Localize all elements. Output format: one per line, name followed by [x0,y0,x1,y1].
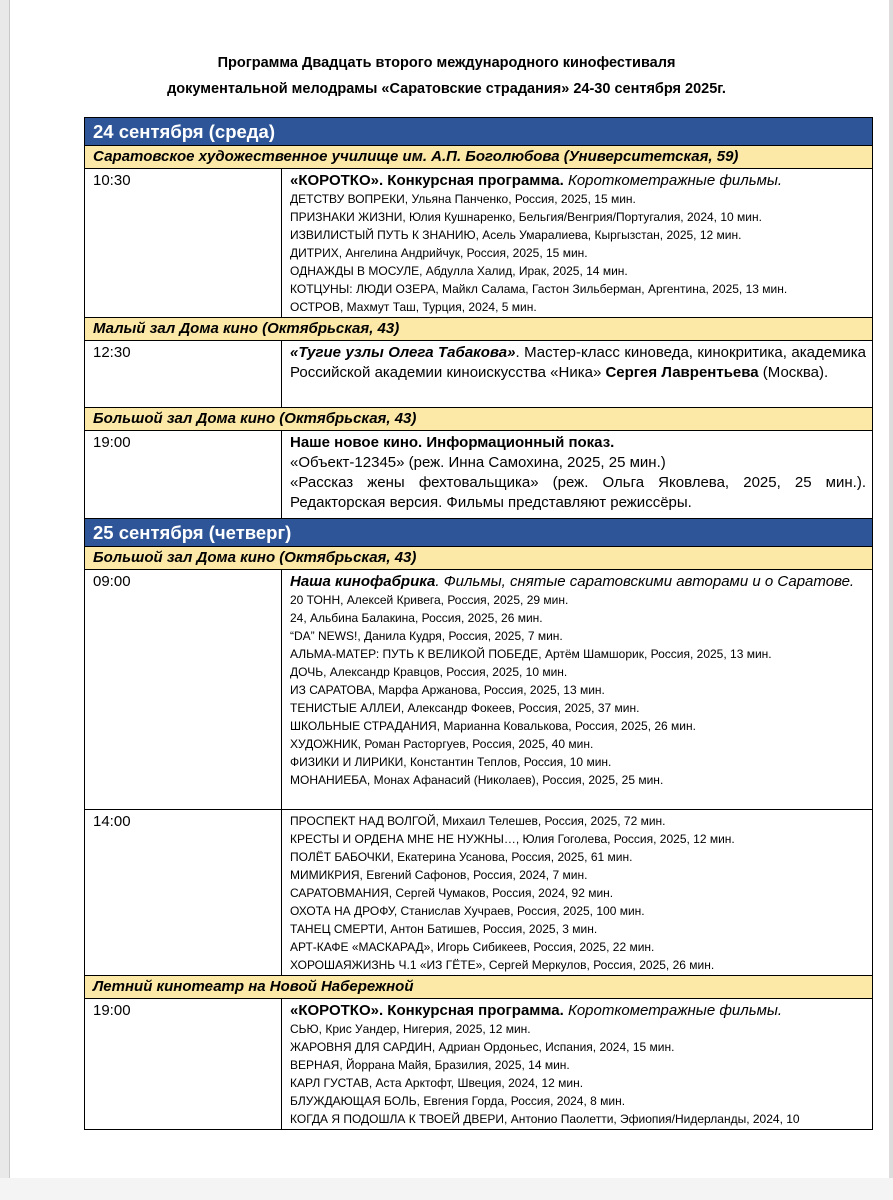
film-item: 20 ТОНН, Алексей Кривега, Россия, 2025, 29 мин. [290,593,569,607]
schedule-table [84,117,873,1130]
event-title-bold-italic: «Тугие узлы Олега Табакова» [290,344,516,361]
film-item: КОГДА Я ПОДОШЛА К ТВОЕЙ ДВЕРИ, Антонио Паолетти, Эфиопия/Нидерланды, 2024, 10 [290,1112,800,1126]
event-title [290,433,866,453]
film-item: СЬЮ, Крис Уандер, Нигерия, 2025, 12 мин. [290,1022,531,1036]
day-header-24-sep: 24 сентября (среда) [85,118,872,146]
event-content [282,431,872,518]
event-row [85,810,872,976]
film-item: ХОРОШАЯЖИЗНЬ Ч.1 «ИЗ ГЁТЕ», Сергей Меркулов, Россия, 2025, 26 мин. [290,958,715,972]
event-title [290,171,866,190]
film-item: БЛУЖДАЮЩАЯ БОЛЬ, Евгения Горда, Россия, 2024, 8 мин. [290,1094,626,1108]
film-item: КАРЛ ГУСТАВ, Аста Арктофт, Швеция, 2024, 12 мин. [290,1076,584,1090]
venue-header: Малый зал Дома кино (Октябрьская, 43) [85,318,872,341]
event-title [290,1001,866,1020]
speaker-city: (Москва). [758,364,829,381]
event-content [282,810,872,975]
film-item: ТАНЕЦ СМЕРТИ, Антон Батишев, Россия, 2025, 3 мин. [290,922,598,936]
venue-header: Летний кинотеатр на Новой Набережной [85,976,872,999]
film-item: ДОЧЬ, Александр Кравцов, Россия, 2025, 10 мин. [290,665,568,679]
event-row [85,341,872,408]
event-title-italic: Короткометражные фильмы. [563,1002,783,1019]
title-line-2: документальной мелодрамы «Саратовские страдания» 24-30 сентября 2025г. [167,81,726,97]
title-line-1: Программа Двадцать второго международного кинофестиваля [217,55,676,71]
event-time: 14:00 [85,810,282,975]
event-time: 09:00 [85,570,282,809]
film-item: МИМИКРИЯ, Евгений Сафонов, Россия, 2024, 7 мин. [290,868,588,882]
event-title [290,343,866,383]
event-content [282,169,872,317]
left-page-edge [0,0,10,1200]
event-content [282,999,872,1129]
day-header-25-sep: 25 сентября (четверг) [85,519,872,547]
event-row [85,999,872,1130]
event-content [282,341,872,407]
event-content [282,570,872,809]
film-item: АЛЬМА-МАТЕР: ПУТЬ К ВЕЛИКОЙ ПОБЕДЕ, Артём Шамшорик, Россия, 2025, 13 мин. [290,647,772,661]
venue-header: Большой зал Дома кино (Октябрьская, 43) [85,547,872,570]
film-item: САРАТОВМАНИЯ, Сергей Чумаков, Россия, 2024, 92 мин. [290,886,614,900]
event-time: 19:00 [85,431,282,518]
film-item: ПОЛЁТ БАБОЧКИ, Екатерина Усанова, Россия, 2025, 61 мин. [290,850,633,864]
event-time: 12:30 [85,341,282,407]
film-item: “DA” NEWS!, Данила Кудря, Россия, 2025, 7 мин. [290,629,563,643]
film-item: КРЕСТЫ И ОРДЕНА МНЕ НЕ НУЖНЫ…, Юлия Гоголева, Россия, 2025, 12 мин. [290,832,735,846]
film-item: ПРИЗНАКИ ЖИЗНИ, Юлия Кушнаренко, Бельгия/Венгрия/Португалия, 2024, 10 мин. [290,210,762,224]
event-title-bold: Наша кинофабрика [290,573,436,590]
event-line: «Объект-12345» (реж. Инна Самохина, 2025, 25 мин.) [290,454,666,471]
film-item: АРТ-КАФЕ «МАСКАРАД», Игорь Сибикеев, Россия, 2025, 22 мин. [290,940,655,954]
event-line: «Рассказ жены фехтовальщика» (реж. Ольга Яковлева, 2025, 25 мин.). Редакторская версия. Фильмы представляют режиссёры. [290,474,866,511]
film-item: ШКОЛЬНЫЕ СТРАДАНИЯ, Марианна Ковалькова, Россия, 2025, 26 мин. [290,719,696,733]
film-item: ТЕНИСТЫЕ АЛЛЕИ, Александр Фокеев, Россия, 2025, 37 мин. [290,701,640,715]
event-description: . Мастер-класс киноведа, кинокритика, академика Российской академии киноискусства «Ника» [290,344,867,381]
film-item: ХУДОЖНИК, Роман Расторгуев, Россия, 2025, 40 мин. [290,737,594,751]
film-item: ОСТРОВ, Махмут Таш, Турция, 2024, 5 мин. [290,300,537,314]
event-time: 19:00 [85,999,282,1129]
right-page-edge [889,0,893,1200]
film-item: ДИТРИХ, Ангелина Андрийчук, Россия, 2025, 15 мин. [290,246,588,260]
event-row [85,169,872,318]
film-item: ДЕТСТВУ ВОПРЕКИ, Ульяна Панченко, Россия, 2025, 15 мин. [290,192,636,206]
film-item: ОДНАЖДЫ В МОСУЛЕ, Абдулла Халид, Ирак, 2025, 14 мин. [290,264,628,278]
event-title-bold: «КОРОТКО». Конкурсная программа. [290,1002,564,1019]
venue-header: Саратовское художественное училище им. А.П. Боголюбова (Университетская, 59) [85,146,872,169]
venue-header: Большой зал Дома кино (Октябрьская, 43) [85,408,872,431]
bottom-page-edge [0,1178,893,1200]
event-title [290,572,866,591]
speaker-name: Сергея Лаврентьева [605,364,759,381]
film-item: МОНАНИЕБА, Монах Афанасий (Николаев), Россия, 2025, 25 мин. [290,773,664,787]
event-title-bold: Наше новое кино. Информационный показ. [290,434,615,451]
event-title-italic: . Фильмы, снятые саратовскими авторами и о Саратове. [435,573,855,590]
event-title-bold: «КОРОТКО». Конкурсная программа. [290,172,564,189]
film-item: ЖАРОВНЯ ДЛЯ САРДИН, Адриан Ордоньес, Испания, 2024, 15 мин. [290,1040,675,1054]
event-title-italic: Короткометражные фильмы. [563,172,783,189]
event-row [85,431,872,519]
event-time: 10:30 [85,169,282,317]
film-item: ФИЗИКИ И ЛИРИКИ, Константин Теплов, Россия, 10 мин. [290,755,612,769]
film-item: ВЕРНАЯ, Йоррана Майя, Бразилия, 2025, 14 мин. [290,1058,570,1072]
document-title [0,50,893,102]
film-item: ПРОСПЕКТ НАД ВОЛГОЙ, Михаил Телешев, Россия, 2025, 72 мин. [290,814,666,828]
film-item: ИЗВИЛИСТЫЙ ПУТЬ К ЗНАНИЮ, Асель Умаралиева, Кыргызстан, 2025, 12 мин. [290,228,742,242]
event-row [85,570,872,810]
film-item: КОТЦУНЫ: ЛЮДИ ОЗЕРА, Майкл Салама, Гастон Зильберман, Аргентина, 2025, 13 мин. [290,282,788,296]
film-item: 24, Альбина Балакина, Россия, 2025, 26 мин. [290,611,543,625]
film-item: ИЗ САРАТОВА, Марфа Аржанова, Россия, 2025, 13 мин. [290,683,605,697]
film-item: ОХОТА НА ДРОФУ, Станислав Хучраев, Россия, 2025, 100 мин. [290,904,645,918]
